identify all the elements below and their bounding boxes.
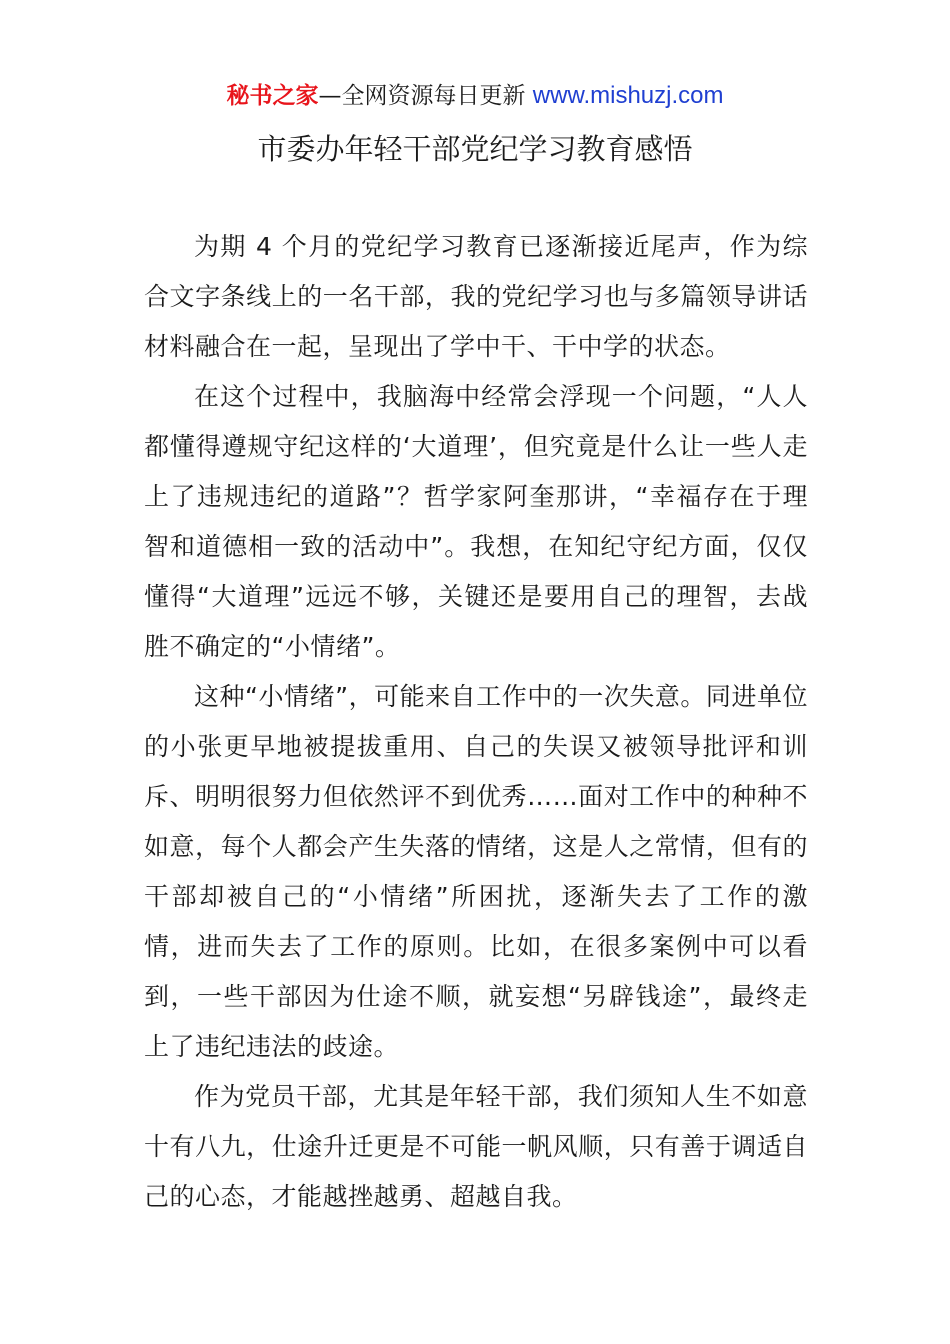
header-tagline: —全网资源每日更新 — [318, 83, 533, 109]
site-header — [0, 80, 950, 112]
brand-name: 秘书之家 — [226, 83, 319, 109]
site-url-link[interactable]: www.mishuzj.com — [532, 82, 724, 109]
paragraph: 这种“小情绪”，可能来自工作中的一次失意。同进单位的小张更早地被提拔重用、自己的失误又被领导批评和训斥、明明很努力但依然评不到优秀……面对工作中的种种不如意，每个人都会产生失落的情绪，这是人之常情，但有的干部却被自己的“小情绪”所困扰，逐渐失去了工作的激情，进而失去了工作的原则。比如，在很多案例中可以看到，一些干部因为仕途不顺，就妄想“另辟钱途”，最终走上了违纪违法的歧途。 — [144, 682, 808, 1061]
paragraph: 为期 4 个月的党纪学习教育已逐渐接近尾声，作为综合文字条线上的一名干部，我的党纪学习也与多篇领导讲话材料融合在一起，呈现出了学中干、干中学的状态。 — [144, 232, 808, 361]
document-title: 市委办年轻干部党纪学习教育感悟 — [257, 132, 693, 166]
paragraph: 在这个过程中，我脑海中经常会浮现一个问题，“人人都懂得遵规守纪这样的‘大道理’，但究竟是什么让一些人走上了违规违纪的道路”？哲学家阿奎那讲，“幸福存在于理智和道德相一致的活动中”。我想，在知纪守纪方面，仅仅懂得“大道理”远远不够，关键还是要用自己的理智，去战胜不确定的“小情绪”。 — [144, 382, 808, 661]
document-body — [144, 222, 808, 1222]
paragraph: 作为党员干部，尤其是年轻干部，我们须知人生不如意十有八九，仕途升迁更是不可能一帆风顺，只有善于调适自己的心态，才能越挫越勇、超越自我。 — [144, 1082, 808, 1211]
